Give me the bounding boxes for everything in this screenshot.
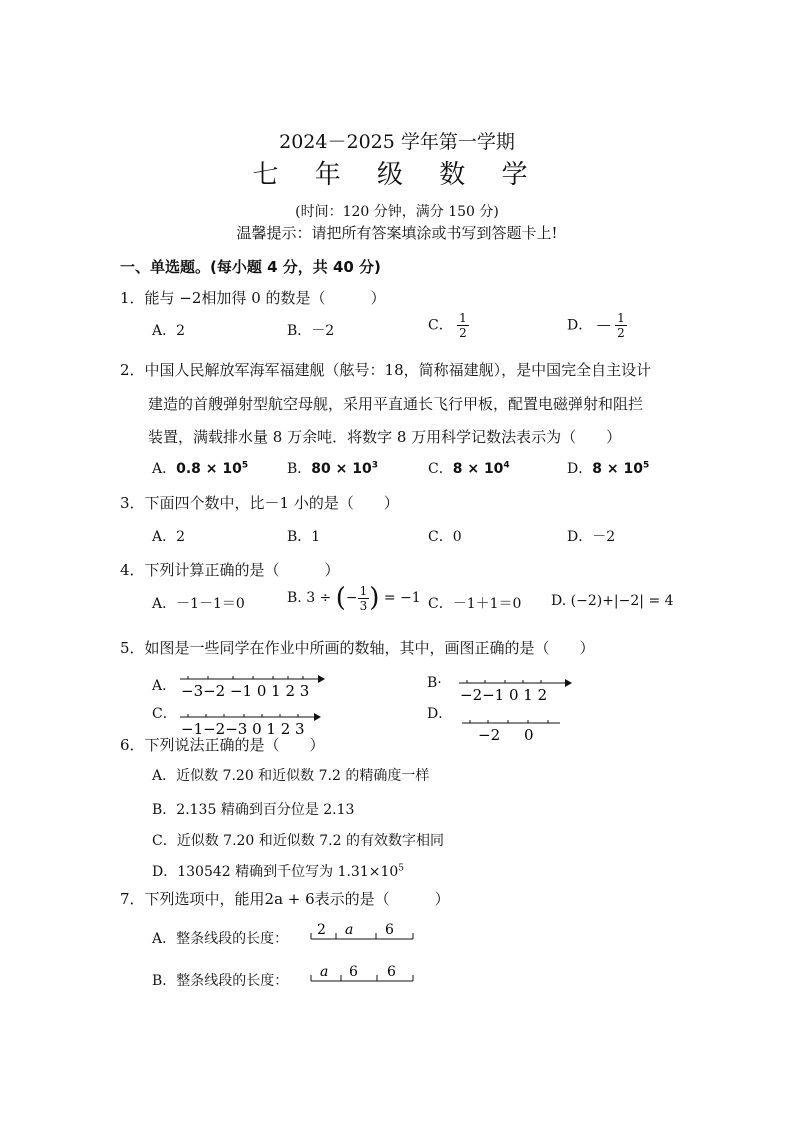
- q4-option-b-prefix: 3 ÷: [306, 590, 332, 606]
- q2-option-a-label: A．: [152, 461, 177, 477]
- q6-option-d-exponent: 5: [398, 863, 405, 874]
- q2-option-b-label: B．: [287, 461, 312, 477]
- q5-number-line-d: [460, 716, 562, 744]
- q6-option-c: C．近似数 7.20 和近似数 7.2 的有效数字相同: [152, 833, 444, 849]
- q1-option-d-fraction: [615, 311, 627, 340]
- q2-option-c-exponent: 4: [503, 460, 510, 471]
- q5-d-tick-label-zero: 0: [524, 726, 534, 744]
- q3-option-d: D．－2: [567, 529, 616, 545]
- q7-b-segment-label-1: a: [320, 964, 329, 980]
- question-2-line-2: 建造的首艘弹射型航空母舰，采用平直通长飞行甲板，配置电磁弹射和阻拦: [148, 395, 644, 413]
- q4-option-a: A．－1－1＝0: [152, 596, 245, 612]
- q7-b-segment-label-2: 6: [349, 964, 358, 980]
- q5-d-tick-label-neg2: −2: [478, 726, 501, 744]
- q1-c-numerator: 1: [459, 311, 467, 325]
- q6-option-b: B．2.135 精确到百分位是 2.13: [152, 802, 355, 818]
- q7-a-segment-label-1: 2: [317, 922, 326, 938]
- q5-option-a-label: A．: [152, 678, 177, 694]
- q1-option-d: [567, 311, 627, 340]
- q3-option-b: B．1: [287, 529, 321, 545]
- question-2-line-3: 装置，满载排水量 8 万余吨．将数字 8 万用科学记数法表示为（ ）: [148, 428, 622, 446]
- question-7-text: 7．下列选项中，能用2a + 6表示的是（ ）: [120, 890, 450, 908]
- q4-right-paren: ): [369, 583, 380, 613]
- q2-option-a-base: 0.8 × 10: [176, 461, 242, 477]
- q7-option-a-label: A．整条线段的长度：: [152, 931, 289, 947]
- q6-option-d-text: D．130542 精确到千位写为 1.31×10: [152, 864, 399, 880]
- q2-option-c: [428, 458, 510, 478]
- q1-d-denominator: 2: [617, 326, 625, 340]
- q3-option-c: C．0: [428, 529, 462, 545]
- q7-b-segment-label-3: 6: [387, 964, 396, 980]
- question-2-line-1: 2．中国人民解放军海军福建舰（舷号：18，简称福建舰），是中国完全自主设计: [120, 361, 652, 379]
- exam-time-info: (时间：120 分钟，满分 150 分): [295, 204, 499, 220]
- q6-option-a: A．近似数 7.20 和近似数 7.2 的精确度一样: [152, 768, 430, 784]
- q2-option-b-base: 80 × 10: [311, 461, 372, 477]
- q5-c-tick-labels: −1−2−3 0 1 2 3: [181, 720, 305, 738]
- q2-option-d-exponent: 5: [642, 460, 650, 471]
- q5-number-line-a: [178, 672, 326, 700]
- q1-option-b: B．－2: [287, 323, 335, 339]
- question-3-text: 3．下面四个数中，比－1 小的是（ ）: [120, 494, 399, 512]
- q4-b-denominator: 3: [359, 598, 368, 613]
- exam-reminder: 温馨提示：请把所有答案填涂或书写到答题卡上!: [236, 224, 558, 242]
- q2-option-d-base: 8 × 10: [592, 461, 643, 477]
- q6-option-d: [152, 861, 404, 881]
- question-4-text: 4．下列计算正确的是（ ）: [120, 561, 340, 579]
- q1-option-d-sign: —: [596, 317, 611, 334]
- q4-option-d-label: D.: [551, 593, 567, 609]
- q4-minus-sign: −: [345, 590, 358, 606]
- q7-a-segment-label-2: a: [345, 922, 354, 938]
- q1-c-denominator: 2: [459, 326, 467, 340]
- q1-option-c-label: C．: [428, 317, 453, 334]
- q7-option-b-label: B．整条线段的长度：: [152, 973, 289, 989]
- q5-a-tick-labels: −3−2 −1 0 1 2 3: [181, 682, 310, 700]
- q7-segment-a: [309, 918, 415, 942]
- q2-option-b-exponent: 3: [371, 460, 379, 471]
- q1-d-numerator: 1: [617, 311, 625, 325]
- question-1-text: 1．能与 −2相加得 0 的数是（ ）: [120, 289, 386, 307]
- question-6-text: 6．下列说法正确的是（ ）: [120, 736, 325, 754]
- q5-option-b-label: B·: [427, 675, 442, 691]
- q4-option-b-label: B.: [287, 590, 302, 606]
- q1-option-a: A．2: [152, 323, 186, 339]
- q3-option-a: A．2: [152, 529, 186, 545]
- q5-number-line-b: [457, 676, 575, 704]
- exam-term: 2024－2025 学年第一学期: [279, 131, 515, 153]
- q4-option-b-result: = −1: [383, 590, 421, 606]
- q2-option-b: [287, 458, 378, 478]
- q2-option-c-base: 8 × 10: [452, 461, 504, 477]
- q4-option-b-fraction: [358, 584, 370, 613]
- q2-option-d: [567, 458, 649, 478]
- q5-option-d-label: D．: [427, 706, 453, 722]
- question-5-text: 5．如图是一些同学在作业中所画的数轴，其中，画图正确的是（ ）: [120, 639, 595, 657]
- q4-b-numerator: 1: [359, 583, 368, 598]
- q7-segment-b: [309, 960, 415, 984]
- q1-option-c-fraction: [457, 311, 469, 340]
- q2-option-a-exponent: 5: [241, 460, 249, 471]
- q4-left-paren: (: [335, 583, 346, 613]
- q1-option-c: [428, 311, 469, 340]
- q4-option-c: C．－1＋1＝0: [428, 596, 522, 612]
- q4-option-d-expression: (−2)+|−2| = 4: [570, 593, 674, 609]
- q7-a-segment-label-3: 6: [385, 922, 394, 938]
- q4-option-b: [287, 583, 421, 613]
- q4-option-d: [551, 593, 674, 609]
- q2-option-a: [152, 458, 248, 478]
- q2-option-d-label: D．: [567, 461, 593, 477]
- q5-option-c-label: C．: [152, 706, 177, 722]
- q5-b-tick-labels: −2−1 0 1 2: [460, 686, 548, 704]
- q1-option-d-label: D．: [567, 317, 593, 334]
- q2-option-c-label: C．: [428, 461, 453, 477]
- exam-subject: 七 年 级 数 学: [252, 160, 542, 190]
- section-title: 一、单选题。(每小题 4 分，共 40 分): [120, 258, 381, 276]
